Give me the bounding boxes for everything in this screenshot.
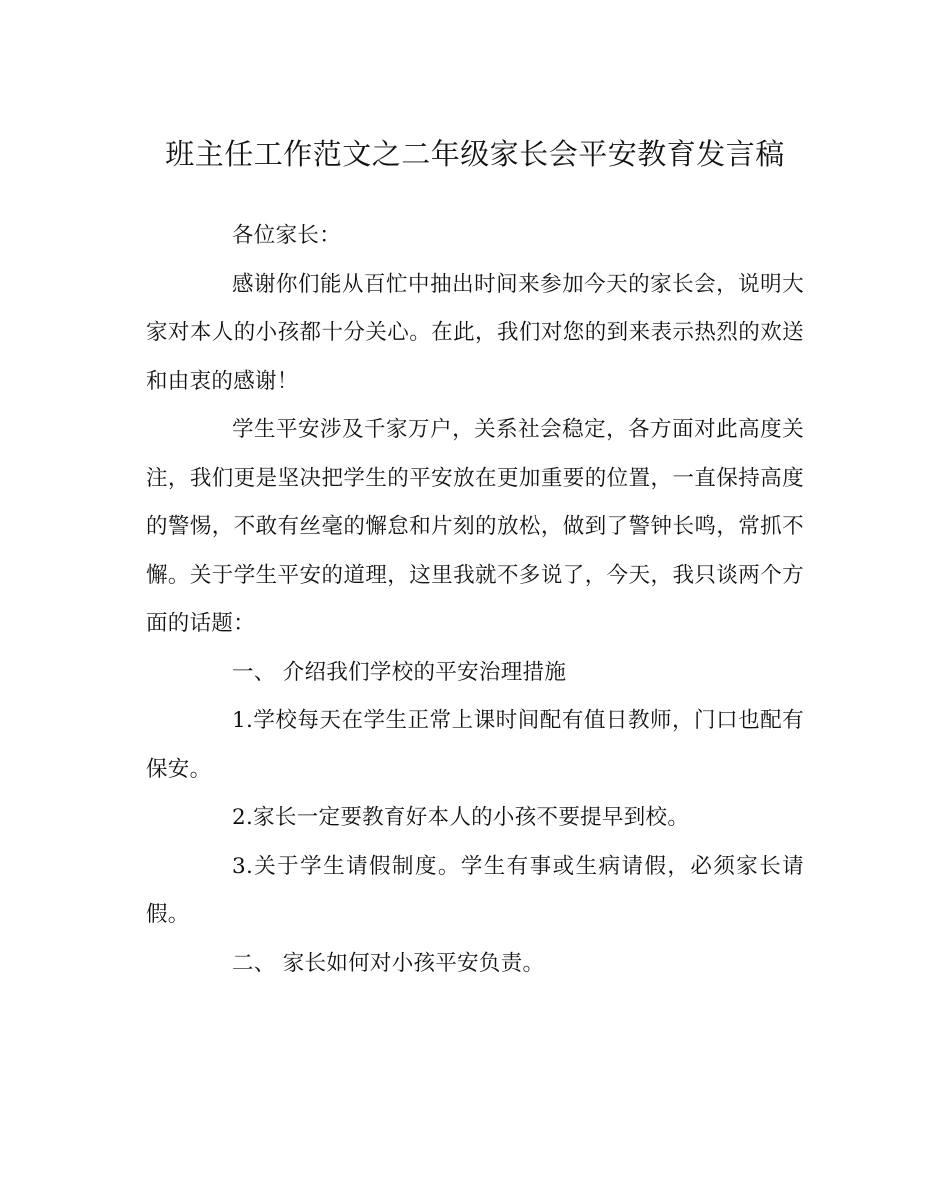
list-item-1: 1.学校每天在学生正常上课时间配有值日教师，门口也配有保安。 xyxy=(146,708,804,782)
section-heading-2: 二、 家长如何对小孩平安负责。 xyxy=(232,950,545,976)
paragraph-thanks: 感谢你们能从百忙中抽出时间来参加今天的家长会，说明大家对本人的小孩都十分关心。在此，我们对您的到来表示热烈的欢送和由衷的感谢！ xyxy=(146,271,804,394)
list-item-2: 2.家长一定要教育好本人的小孩不要提早到校。 xyxy=(232,805,690,830)
salutation: 各位家长： xyxy=(232,223,342,248)
paragraph-safety-intro: 学生平安涉及千家万户，关系社会稳定，各方面对此高度关注，我们更是坚决把学生的平安放在更加重要的位置，一直保持高度的警惕，不敢有丝毫的懈怠和片刻的放松，做到了警钟长鸣，常抓不懈。关于学生平安的道理，这里我就不多说了，今天，我只谈两个方面的话题： xyxy=(146,417,804,636)
list-item-3: 3.关于学生请假制度。学生有事或生病请假，必须家长请假。 xyxy=(146,853,804,927)
section-heading-1: 一、 介绍我们学校的平安治理措施 xyxy=(232,659,567,685)
document-body xyxy=(146,212,804,988)
document-title: 班主任工作范文之二年级家长会平安教育发言稿 xyxy=(165,137,785,171)
